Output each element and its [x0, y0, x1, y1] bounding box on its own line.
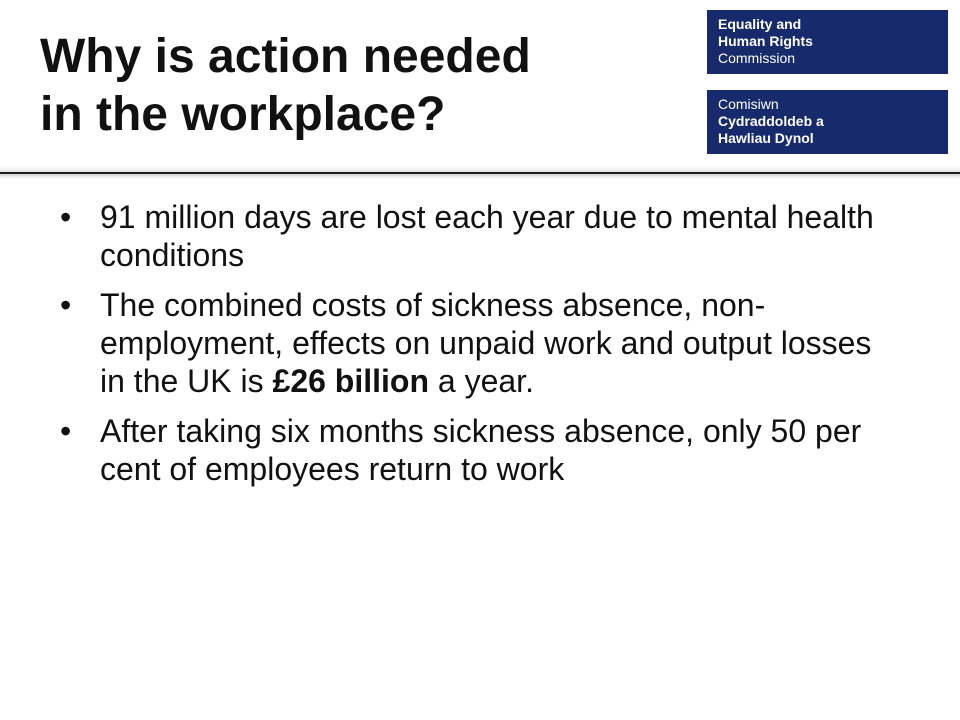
bullet-highlight-amount: £26 billion [272, 363, 429, 399]
logo-welsh-line-1: Comisiwn [718, 96, 779, 112]
slide-title-line-1: Why is action needed [40, 30, 531, 83]
slide-title-line-2: in the workplace? [40, 88, 446, 141]
bullet-text [100, 287, 871, 399]
ehrc-logo-english [707, 10, 948, 74]
slide-title [40, 28, 680, 144]
bullet-text-part: The combined costs of sickness absence, non-employment, effects on unpaid work and output losses in the UK is [100, 287, 872, 399]
logo-english-line-2: Human Rights [718, 33, 813, 49]
logo-welsh-line-2: Cydraddoldeb a [718, 113, 824, 129]
bullet-list [60, 198, 900, 500]
bullet-item [60, 198, 900, 274]
bullet-text-part: a year. [429, 363, 534, 399]
bullet-dot-icon: • [60, 199, 72, 235]
logo-welsh-line-3: Hawliau Dynol [718, 130, 814, 146]
ehrc-logo-welsh [707, 90, 948, 154]
bullet-item [60, 412, 900, 488]
logo-english-line-1: Equality and [718, 16, 802, 32]
bullet-item [60, 286, 900, 400]
bullet-text: 91 million days are lost each year due to mental health conditions [100, 199, 874, 273]
bullet-dot-icon: • [60, 413, 72, 449]
logo-english-line-3: Commission [718, 50, 796, 66]
title-divider [0, 166, 960, 180]
bullet-text: After taking six months sickness absence, only 50 per cent of employees return to work [100, 413, 862, 487]
bullet-dot-icon: • [60, 287, 72, 323]
